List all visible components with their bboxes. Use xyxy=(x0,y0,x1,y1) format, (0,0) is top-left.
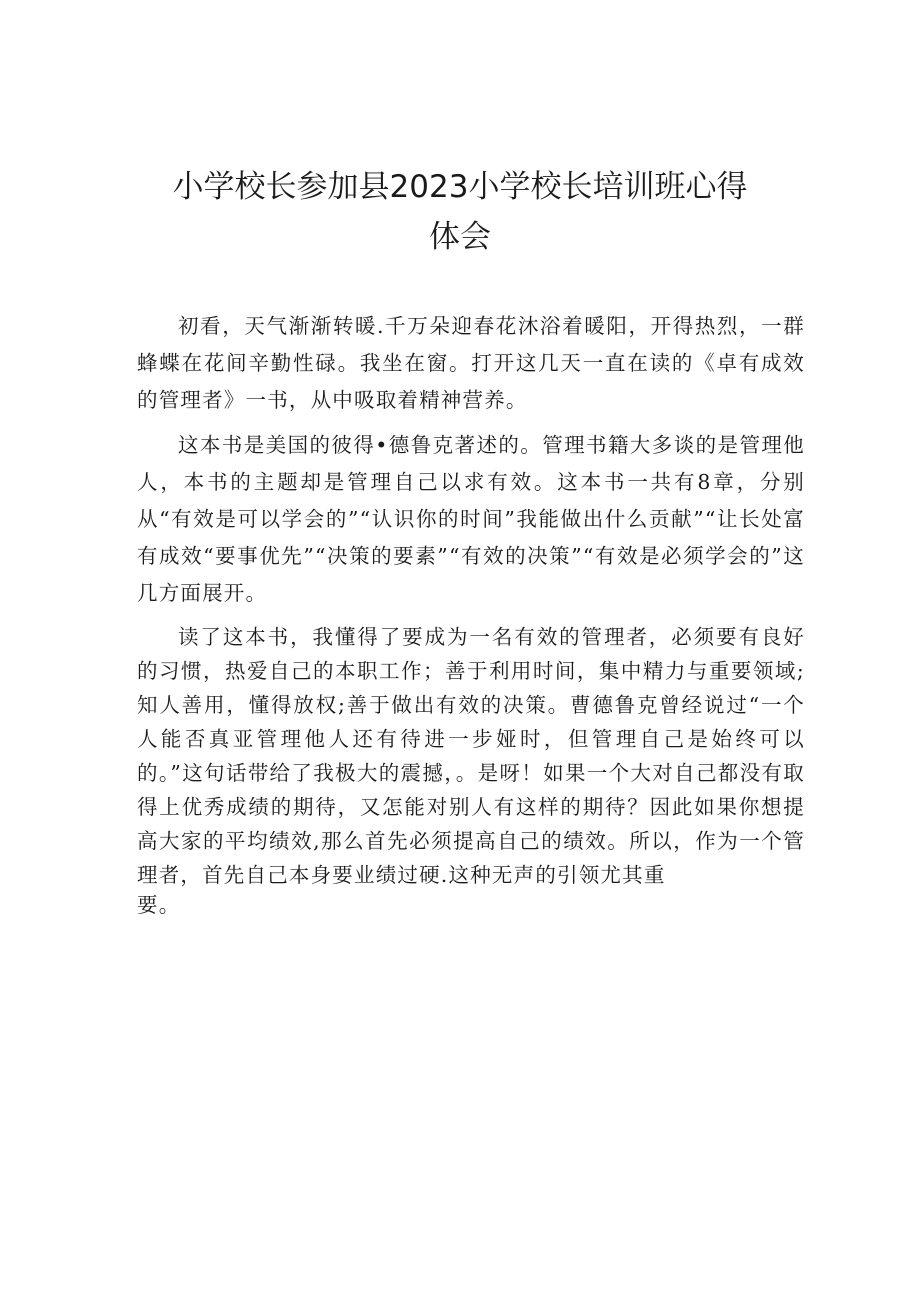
paragraph-3-tail: 要。 xyxy=(137,893,181,918)
paragraph-1: 初看，天气渐渐转暖.千万朵迎春花沐浴着暖阳，开得热烈，一群蜂蝶在花间辛勤性碌。我坐在窗。打开这几天一直在读的《卓有成效的管理者》一书，从中吸取着精神营养。 xyxy=(137,314,805,412)
document-title xyxy=(0,162,920,262)
paragraph-3-text: 读了这本书，我懂得了要成为一名有效的管理者，必须要有良好的习惯，热爱自己的本职工作；善于利用时间，集中精力与重要领域;知人善用，懂得放权;善于做出有效的决策。曹德鲁克曾经说过“一个人能否真亚管理他人还有待进一步娅时，但管理自己是始终可以的。”这句话带给了我极大的震撼，。是呀！如果一个大对自己都没有取得上优秀成绩的期待，又怎能对别人有这样的期待？因此如果你想提高大家的平均绩效,那么首先必须提高自己的绩效。所以，作为一个管理者，首先自己本身要业绩过硬.这种无声的引领尤其重 xyxy=(137,625,805,888)
title-line-2: 体会 xyxy=(429,219,491,255)
paragraph-3 xyxy=(137,620,805,922)
paragraph-2: 这本书是美国的彼得•德鲁克著述的。管理书籍大多谈的是管理他人，本书的主题却是管理自己以求有效。这本书一共有8章，分别从“有效是可以学会的”“认识你的时间”我能做出什么贡献”“让长处富有成效“要事优先”“决策的要素”“有效的决策”“有效是必须学会的”这几方面展开。 xyxy=(137,433,805,605)
document-body xyxy=(137,308,805,922)
title-line-1: 小学校长参加县2023小学校长培训班心得 xyxy=(172,169,748,205)
